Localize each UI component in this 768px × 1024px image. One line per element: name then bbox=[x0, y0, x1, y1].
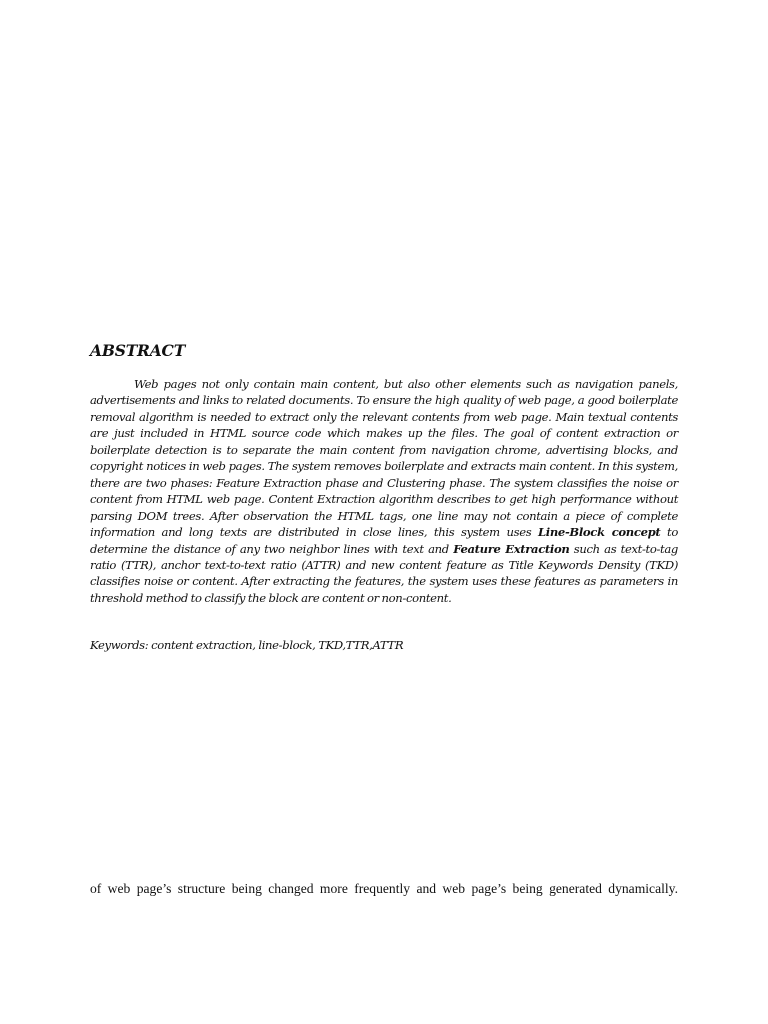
abstract-body-text-3: such as text-to-tag ratio (TTR), anchor text-to-text ratio (ATTR) and new content feature as Title Keywords Density (TKD) classifies noise or content. After extracting the features, the system uses these features as parameters in threshold method to classify the block are content or non-content. bbox=[90, 541, 678, 605]
body-text-fragment: of web page’s structure being changed more frequently and web page’s being generated dynamically. bbox=[90, 881, 678, 896]
bold-term-feature-extraction: Feature Extraction bbox=[453, 541, 570, 556]
bold-term-line-block: Line-Block concept bbox=[537, 525, 661, 540]
abstract-body bbox=[90, 376, 678, 606]
keywords-line: Keywords: content extraction, line-block, TKD,TTR,ATTR bbox=[90, 638, 404, 652]
abstract-body-text-2: to determine the distance of any two neighbor lines with text and bbox=[90, 525, 678, 556]
abstract-body-text-1: Web pages not only contain main content, but also other elements such as navigation panels, advertisements and links to related documents. To ensure the high quality of web page, a good boilerplate removal algorithm is needed to extract only the relevant contents from web page. Main textual contents are just included in HTML source code which makes up the files. The goal of content extraction or boilerplate detection is to separate the main content from navigation chrome, advertising blocks, and copyright notices in web pages. The system removes boilerplate and extracts main content. In this system, there are two phases: Feature Extraction phase and Clustering phase. The system classifies the noise or content from HTML web page. Content Extraction algorithm describes to get high performance without parsing DOM trees. After observation the HTML tags, one line may not contain a piece of complete information and long texts are distributed in close lines, this system uses bbox=[90, 377, 678, 540]
abstract-heading: ABSTRACT bbox=[90, 341, 186, 360]
